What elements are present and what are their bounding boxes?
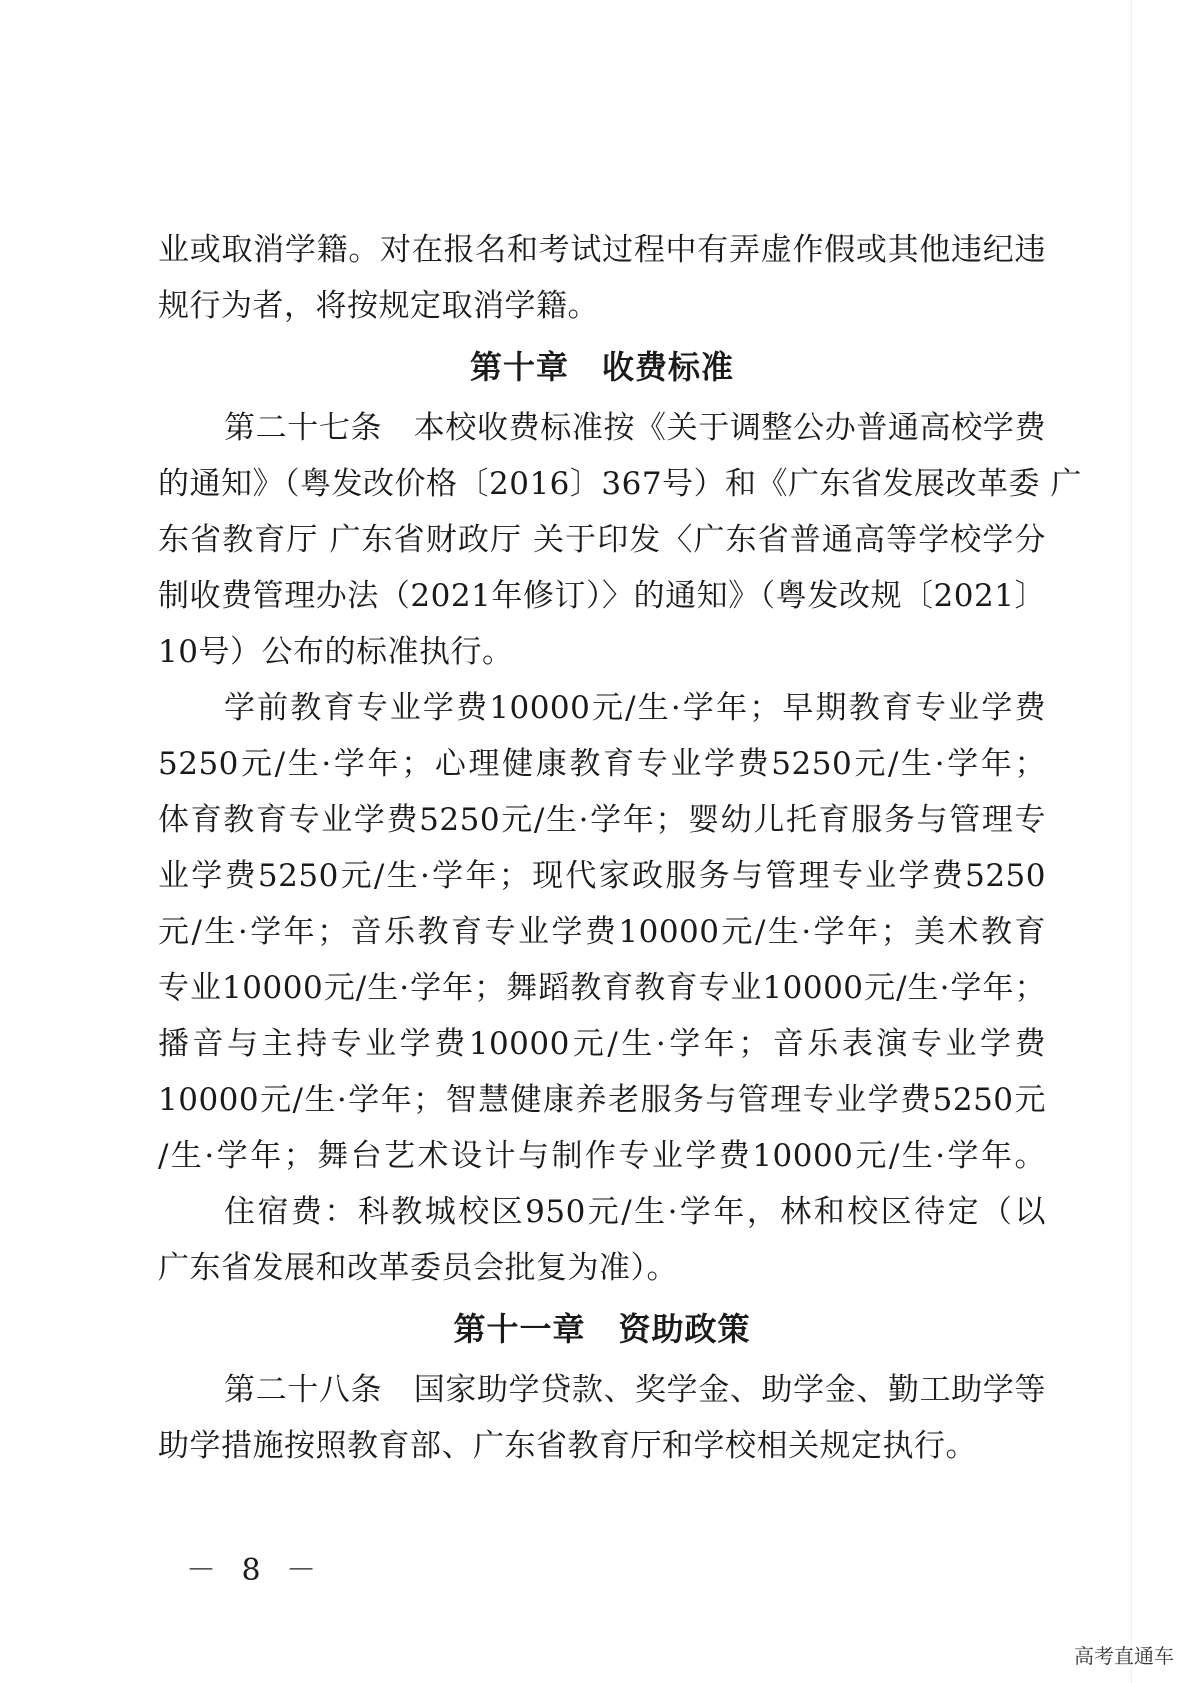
text-line: 的通知》（粤发改价格〔2016〕367号）和《广东省发展改革委 广	[158, 466, 1082, 502]
text-line: 10号）公布的标准执行。	[158, 634, 514, 670]
carryover-paragraph	[158, 222, 1046, 334]
text-line: 播音与主持专业学费10000元/生·学年；音乐表演专业学费	[158, 1026, 1046, 1062]
tuition-paragraph	[158, 680, 1046, 1184]
text-line: 广东省发展和改革委员会批复为准）。	[158, 1250, 678, 1286]
scan-edge-line	[1131, 0, 1132, 1683]
chapter-heading: 第十章 收费标准	[469, 348, 734, 386]
text-line: 学前教育专业学费10000元/生·学年；早期教育专业学费	[224, 690, 1046, 726]
text-line: 业学费5250元/生·学年；现代家政服务与管理专业学费5250	[158, 858, 1046, 894]
text-line: /生·学年；舞台艺术设计与制作专业学费10000元/生·学年。	[158, 1138, 1046, 1174]
text-line: 元/生·学年；音乐教育专业学费10000元/生·学年；美术教育	[158, 914, 1046, 950]
article-27-paragraph	[158, 400, 1082, 680]
watermark-text: 高考直通车	[1074, 1644, 1174, 1668]
document-body	[158, 222, 1082, 1474]
text-line: 10000元/生·学年；智慧健康养老服务与管理专业学费5250元	[158, 1082, 1046, 1118]
text-line: 第二十七条 本校收费标准按《关于调整公办普通高校学费	[224, 410, 1046, 446]
text-line: 制收费管理办法（2021年修订）〉的通知》（粤发改规〔2021〕	[158, 578, 1046, 614]
chapter-heading: 第十一章 资助政策	[453, 1310, 751, 1348]
text-line: 住宿费：科教城校区950元/生·学年，林和校区待定（以	[224, 1194, 1046, 1230]
accommodation-paragraph	[158, 1184, 1046, 1296]
text-line: 规行为者，将按规定取消学籍。	[158, 288, 599, 324]
text-line: 5250元/生·学年；心理健康教育专业学费5250元/生·学年；	[158, 746, 1046, 782]
text-line: 体育教育专业学费5250元/生·学年；婴幼儿托育服务与管理专	[158, 802, 1046, 838]
text-line: 助学措施按照教育部、广东省教育厅和学校相关规定执行。	[158, 1428, 977, 1464]
text-line: 专业10000元/生·学年；舞蹈教育教育专业10000元/生·学年；	[158, 970, 1046, 1006]
article-28-paragraph	[158, 1362, 1046, 1474]
text-line: 东省教育厅 广东省财政厅 关于印发〈广东省普通高等学校学分	[158, 522, 1046, 558]
page-number: － 8 －	[186, 1553, 325, 1588]
text-line: 第二十八条 国家助学贷款、奖学金、助学金、勤工助学等	[224, 1372, 1046, 1408]
text-line: 业或取消学籍。对在报名和考试过程中有弄虚作假或其他违纪违	[158, 232, 1046, 268]
